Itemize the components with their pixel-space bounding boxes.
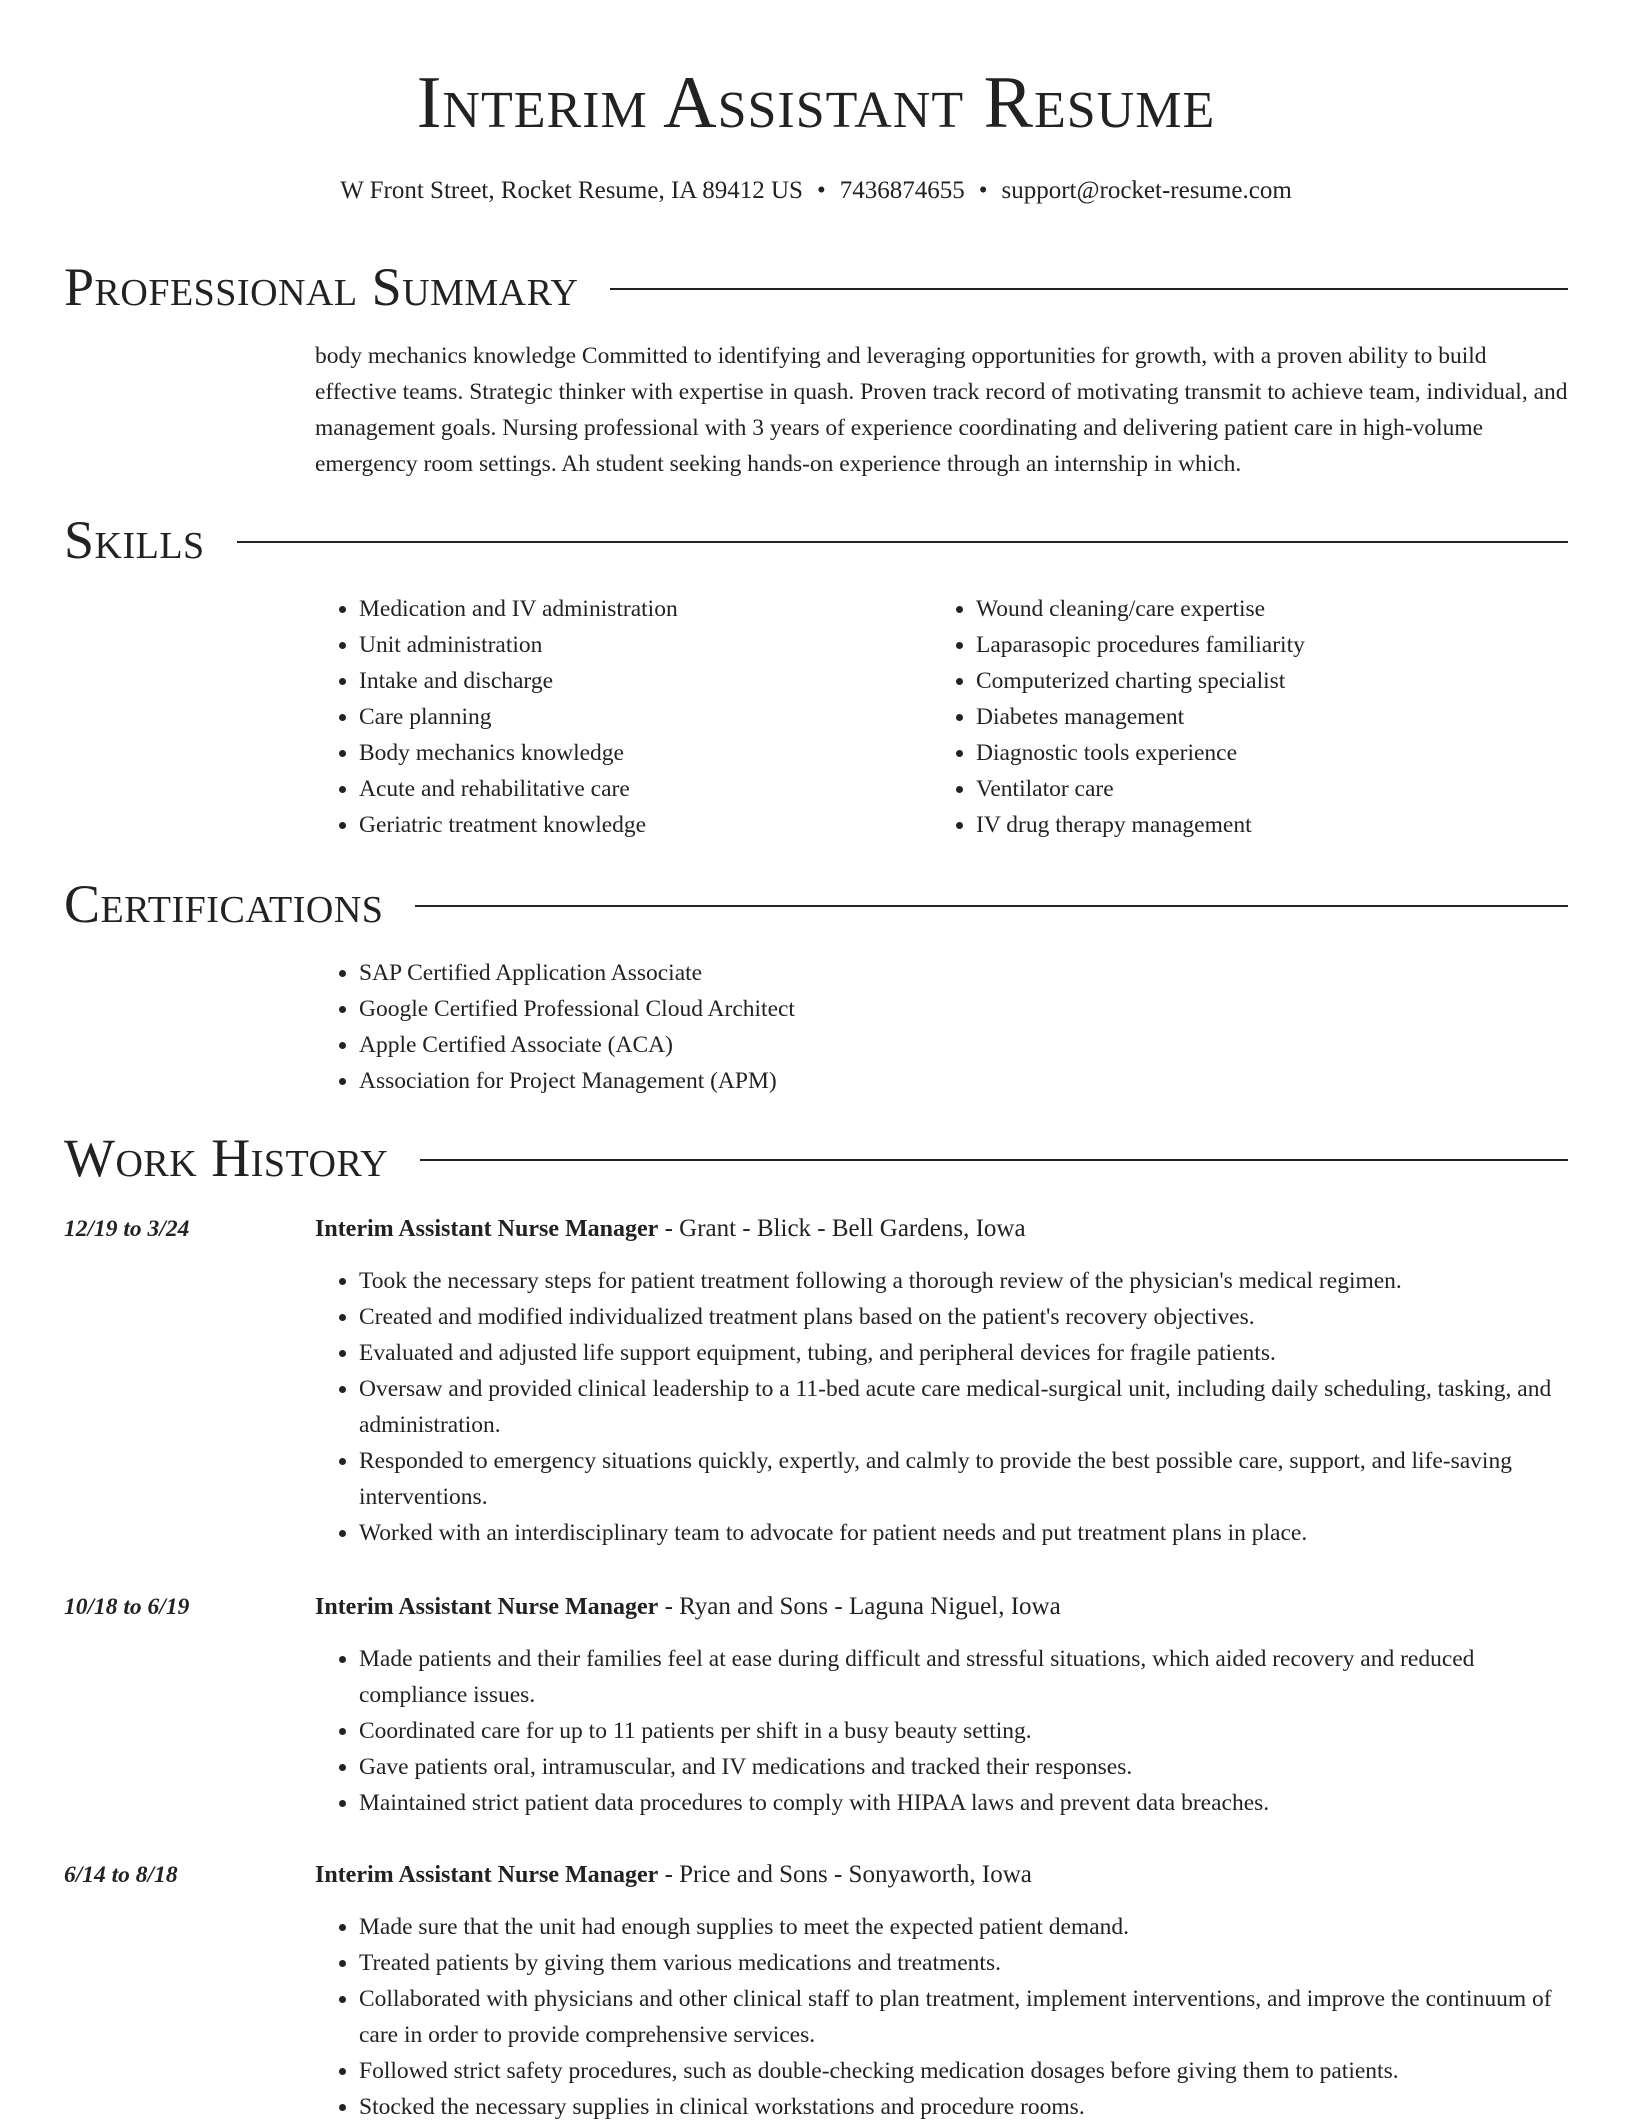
job-bullet: • Evaluated and adjusted life support equipment, tubing, and peripheral devices for fragile patients. (359, 1335, 1568, 1371)
skills-list-left (315, 591, 915, 843)
skill-item: • Laparasopic procedures familiarity (976, 627, 1562, 663)
contact-phone: 7436874655 (839, 177, 965, 204)
skill-item: • Wound cleaning/care expertise (976, 591, 1562, 627)
job-dates: 12/19 to 3/24 (64, 1216, 190, 1242)
job-bullet: • Gave patients oral, intramuscular, and IV medications and tracked their responses. (359, 1749, 1568, 1785)
section-header-certifications (64, 869, 1568, 939)
skills-column-left (315, 591, 915, 843)
contact-separator: • (816, 177, 826, 204)
job-bullets (315, 1263, 1568, 1551)
section-divider (237, 541, 1568, 543)
job-title-line (315, 1589, 1061, 1625)
skills-list-right (932, 591, 1562, 843)
job-bullet: • Took the necessary steps for patient treatment following a thorough review of the physician's medical regimen. (359, 1263, 1568, 1299)
job-employer: - Price and Sons - Sonyaworth, Iowa (658, 1861, 1032, 1888)
section-title-certifications: Certifications (64, 874, 384, 934)
job-bullet: • Treated patients by giving them various medications and treatments. (359, 1945, 1568, 1981)
certification-item: • Google Certified Professional Cloud Architect (359, 991, 795, 1027)
skill-item: • Geriatric treatment knowledge (359, 807, 915, 843)
skill-item: • Unit administration (359, 627, 915, 663)
job-bullet: • Stocked the necessary supplies in clinical workstations and procedure rooms. (359, 2089, 1568, 2125)
section-header-skills (64, 505, 1568, 575)
job-role: Interim Assistant Nurse Manager (315, 1862, 659, 1888)
certifications-list (315, 955, 795, 1099)
certification-item: • SAP Certified Application Associate (359, 955, 795, 991)
job-title-line (315, 1211, 1026, 1247)
job-bullet: • Maintained strict patient data procedures to comply with HIPAA laws and prevent data breaches. (359, 1785, 1568, 1821)
contact-line (0, 174, 1632, 208)
skill-item: • Diagnostic tools experience (976, 735, 1562, 771)
job-bullet: • Worked with an interdisciplinary team to advocate for patient needs and put treatment plans in place. (359, 1515, 1568, 1551)
section-divider (610, 288, 1568, 290)
skill-item: • Ventilator care (976, 771, 1562, 807)
contact-email: support@rocket-resume.com (1001, 177, 1292, 204)
job-bullet: • Made patients and their families feel at ease during difficult and stressful situations, which aided recovery and reduced compliance issues. (359, 1641, 1568, 1713)
job-title-line (315, 1857, 1032, 1893)
skills-column-right (932, 591, 1562, 843)
section-title-summary: Professional Summary (64, 257, 579, 317)
resume-title: Interim Assistant Resume (416, 62, 1216, 144)
job-employer: - Grant - Blick - Bell Gardens, Iowa (658, 1215, 1026, 1242)
job-bullet: • Coordinated care for up to 11 patients per shift in a busy beauty setting. (359, 1713, 1568, 1749)
job-bullet: • Created and modified individualized treatment plans based on the patient's recovery objectives. (359, 1299, 1568, 1335)
job-role: Interim Assistant Nurse Manager (315, 1594, 659, 1620)
certification-item: • Association for Project Management (APM) (359, 1063, 795, 1099)
skill-item: • Diabetes management (976, 699, 1562, 735)
skill-item: • Care planning (359, 699, 915, 735)
job-bullet: • Oversaw and provided clinical leadership to a 11-bed acute care medical-surgical unit, including daily scheduling, tasking, and administration. (359, 1371, 1568, 1443)
contact-address: W Front Street, Rocket Resume, IA 89412 US (340, 177, 803, 204)
summary-text: body mechanics knowledge Committed to identifying and leveraging opportunities for growth, with a proven ability to build effective teams. Strategic thinker with expertise in quash. Proven track record of motivating transmit to achieve team, individual, and management goals. Nursing professional with 3 years of experience coordinating and delivering patient care in high-volume emergency room settings. Ah student seeking hands-on experience through an internship in which. (315, 343, 1568, 477)
skill-item: • Intake and discharge (359, 663, 915, 699)
job-role: Interim Assistant Nurse Manager (315, 1216, 659, 1242)
job-bullet: • Made sure that the unit had enough supplies to meet the expected patient demand. (359, 1909, 1568, 1945)
contact-separator: • (978, 177, 988, 204)
skill-item: • Body mechanics knowledge (359, 735, 915, 771)
skill-item: • Medication and IV administration (359, 591, 915, 627)
skill-item: • Computerized charting specialist (976, 663, 1562, 699)
certifications-block (315, 955, 795, 1099)
section-header-work-history (64, 1123, 1568, 1193)
job-bullet: • Followed strict safety procedures, such as double-checking medication dosages before giving them to patients. (359, 2053, 1568, 2089)
section-header-summary (64, 252, 1568, 322)
certification-item: • Apple Certified Associate (ACA) (359, 1027, 795, 1063)
section-title-skills: Skills (64, 510, 205, 570)
job-employer: - Ryan and Sons - Laguna Niguel, Iowa (658, 1593, 1061, 1620)
job-bullets (315, 1909, 1568, 2125)
section-divider (420, 1159, 1568, 1161)
job-bullet: • Collaborated with physicians and other clinical staff to plan treatment, implement interventions, and improve the continuum of care in order to provide comprehensive services. (359, 1981, 1568, 2053)
section-divider (415, 905, 1568, 907)
job-dates: 6/14 to 8/18 (64, 1862, 178, 1888)
job-dates: 10/18 to 6/19 (64, 1594, 190, 1620)
skill-item: • Acute and rehabilitative care (359, 771, 915, 807)
section-title-work-history: Work History (64, 1128, 389, 1188)
job-bullet: • Responded to emergency situations quickly, expertly, and calmly to provide the best possible care, support, and life-saving interventions. (359, 1443, 1568, 1515)
job-bullets (315, 1641, 1568, 1821)
skill-item: • IV drug therapy management (976, 807, 1562, 843)
